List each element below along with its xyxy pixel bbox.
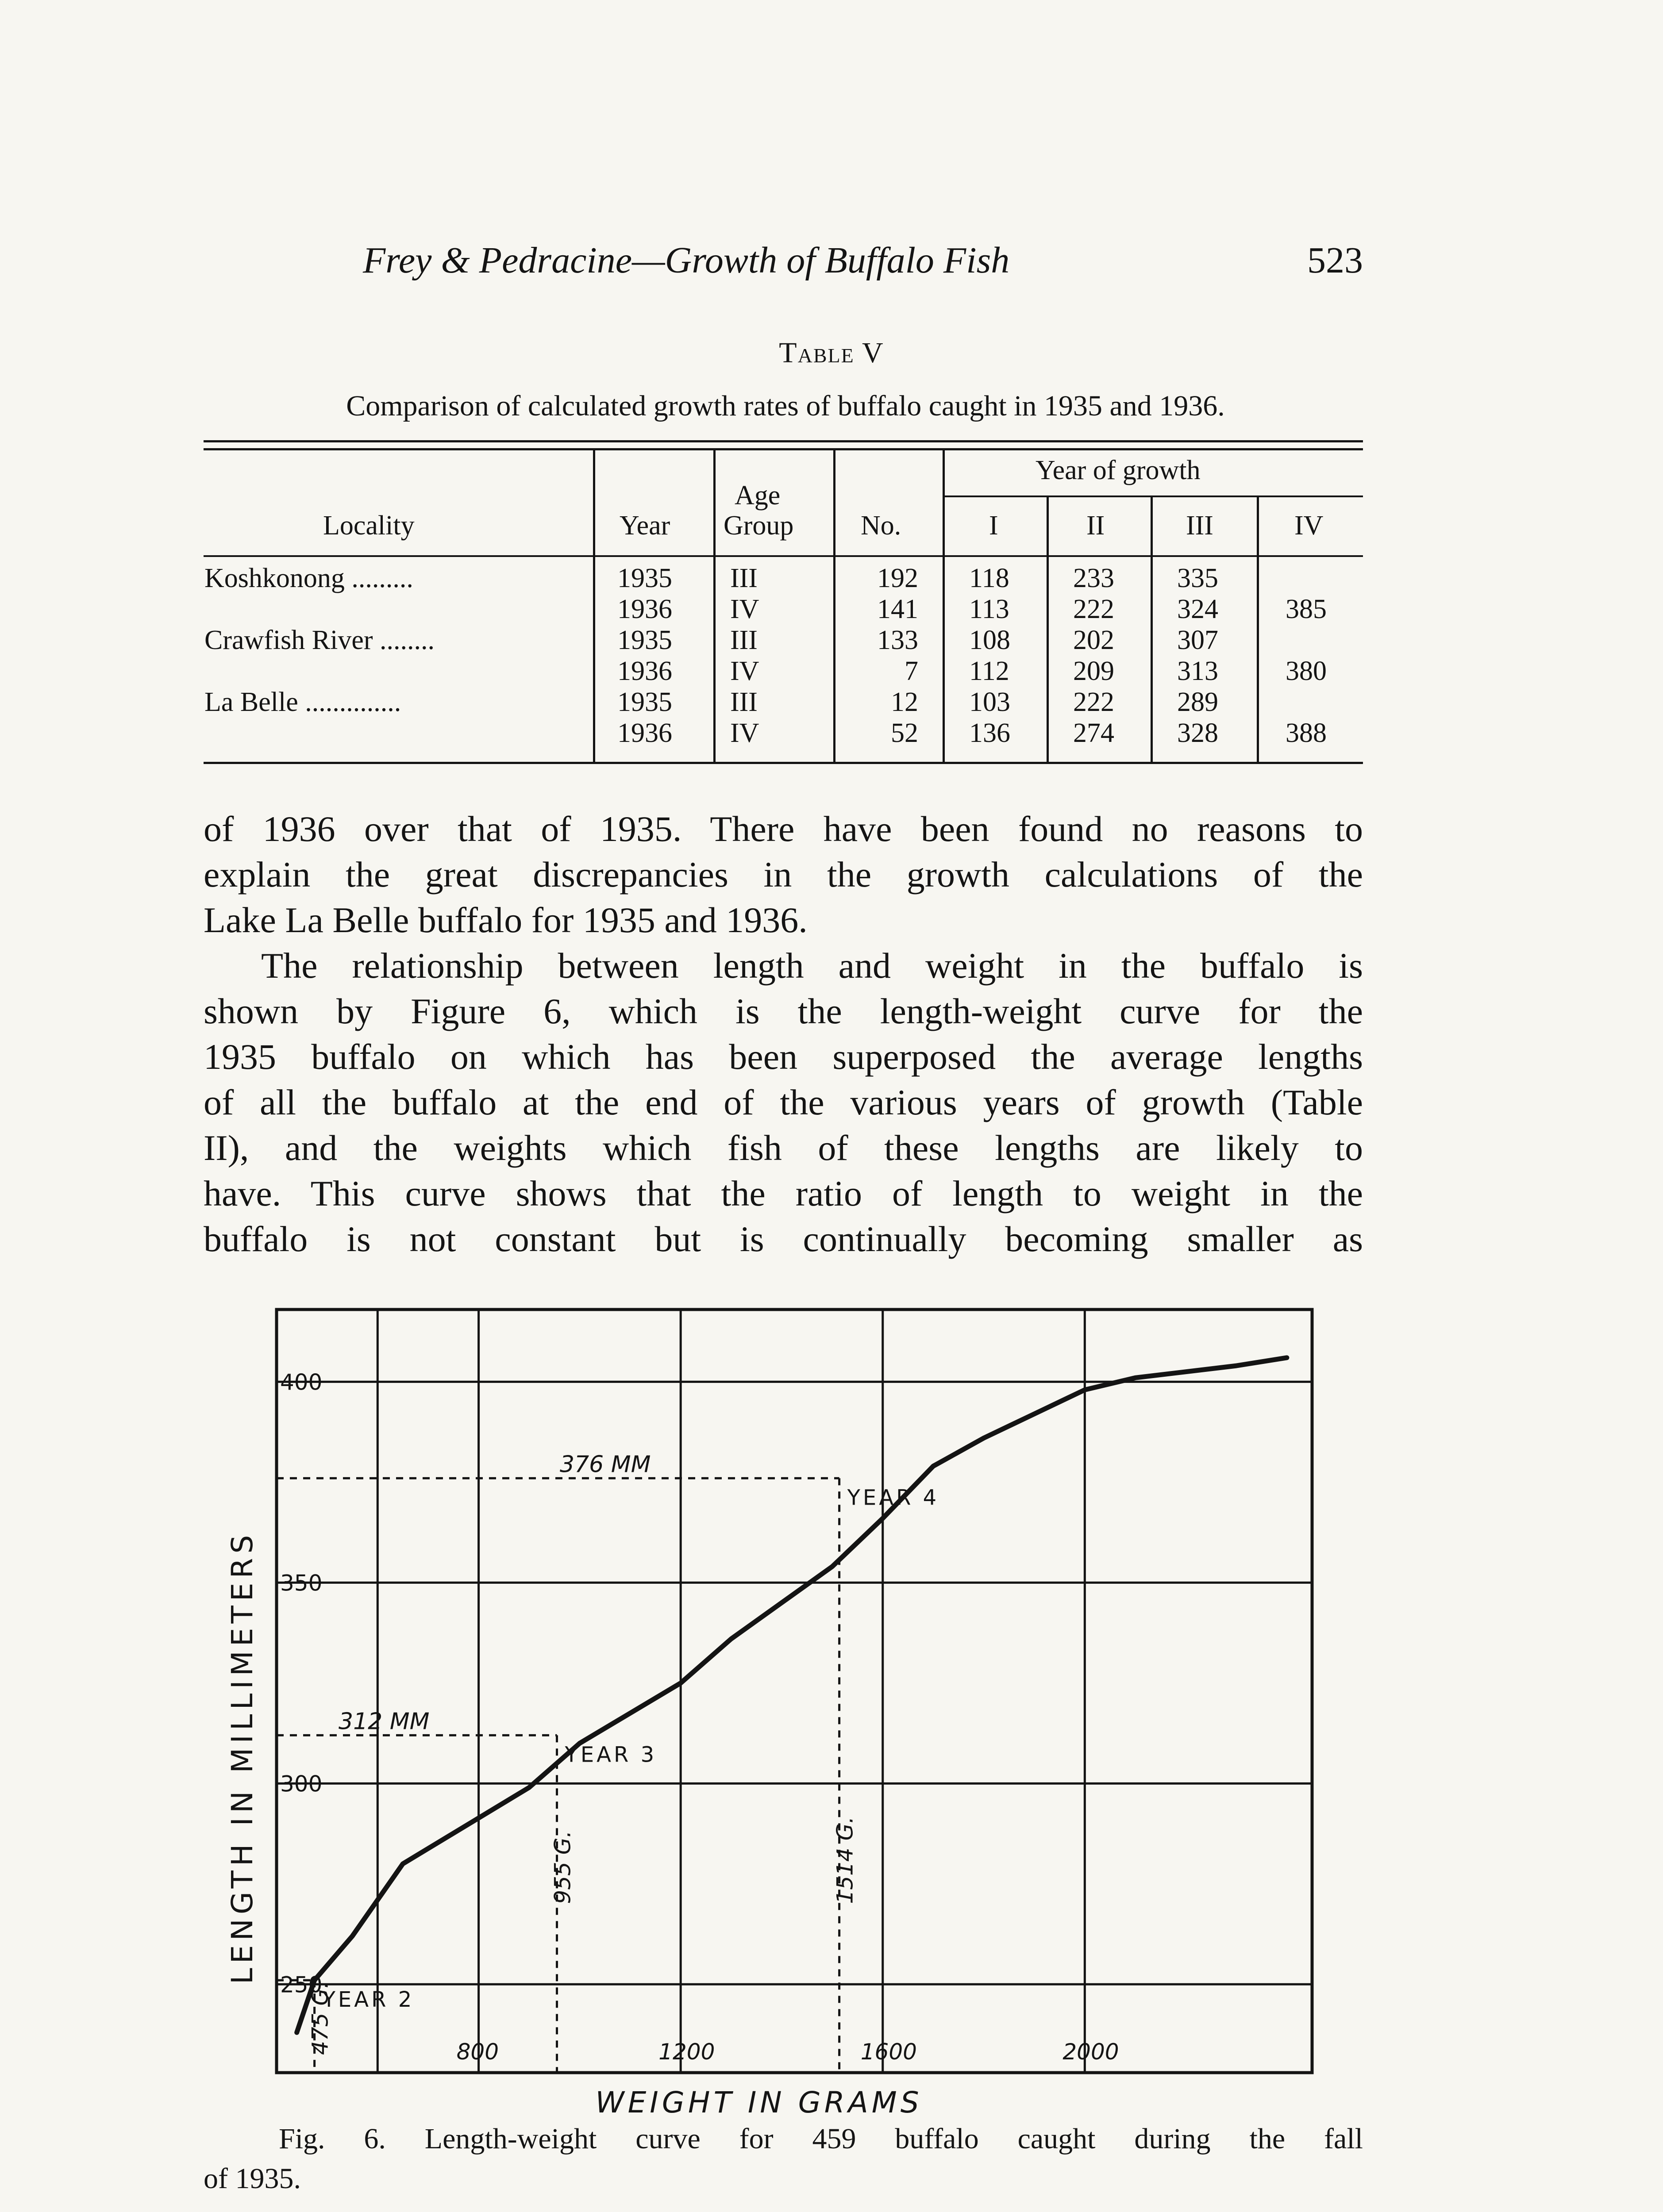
header-locality: Locality xyxy=(323,511,415,541)
annotation-weight-label: 1514 G. xyxy=(832,1816,858,1904)
text-line: of all the buffalo at the end of the various years of growth (Table xyxy=(204,1082,1363,1122)
y-tick-label: 300 xyxy=(280,1771,323,1797)
curve-point xyxy=(678,1681,683,1685)
header-no: No. xyxy=(861,511,901,541)
table-title-text: Table V xyxy=(779,337,884,369)
y-tick-label: 400 xyxy=(280,1369,323,1395)
growth-cell: 307 xyxy=(1177,625,1218,655)
text-line: 1935 buffalo on which has been superposed the average lengths xyxy=(204,1037,1363,1077)
growth-cell: 335 xyxy=(1177,563,1218,593)
year-cell: 1935 xyxy=(617,625,672,655)
text-line: explain the great discrepancies in the growth calculations of the xyxy=(204,854,1363,895)
table-caption: Comparison of calculated growth rates of buffalo caught in 1935 and 1936. xyxy=(346,390,1225,422)
curve-point xyxy=(830,1564,835,1569)
growth-cell: 118 xyxy=(969,563,1009,593)
x-tick-label: 1200 xyxy=(658,2039,715,2065)
growth-cell: 222 xyxy=(1073,687,1114,717)
text-line: have. This curve shows that the ratio of length to weight in the xyxy=(204,1173,1363,1214)
growth-cell: 136 xyxy=(969,718,1010,748)
growth-cell: 380 xyxy=(1286,656,1327,686)
growth-cell: 274 xyxy=(1073,718,1114,748)
text-line: The relationship between length and weight in the buffalo is xyxy=(261,945,1363,986)
growth-cell: 202 xyxy=(1073,625,1114,655)
curve-point xyxy=(931,1464,935,1468)
curve-point xyxy=(1234,1363,1239,1368)
curve-point xyxy=(1032,1412,1036,1416)
count-cell: 12 xyxy=(891,687,918,717)
annotation-year-label: YEAR 3 xyxy=(565,1742,657,1767)
plot-frame xyxy=(277,1310,1312,2073)
curve-point xyxy=(400,1862,405,1866)
x-tick-label: 1600 xyxy=(860,2039,917,2065)
y-tick-label: 250 xyxy=(280,1972,323,1998)
age-cell: IV xyxy=(730,594,759,624)
figure-caption-line: of 1935. xyxy=(204,2162,301,2195)
curve-point xyxy=(1133,1375,1137,1380)
annotation-length-label: 376 MM xyxy=(560,1451,651,1478)
growth-cell: 385 xyxy=(1286,594,1327,624)
locality-cell: Crawfish River ........ xyxy=(204,625,435,655)
header-year-of-growth: Year of growth xyxy=(1036,455,1201,485)
y-axis-title: LENGTH IN MILLIMETERS xyxy=(225,1530,259,1985)
growth-cell: 289 xyxy=(1177,687,1218,717)
count-cell: 7 xyxy=(905,656,918,686)
year-cell: 1935 xyxy=(617,563,672,593)
text-line: shown by Figure 6, which is the length-weight curve for the xyxy=(204,991,1363,1031)
annotation-year-label: YEAR 2 xyxy=(322,1987,415,2012)
length-weight-curve xyxy=(297,1358,1287,2032)
annotation-year-label: YEAR 4 xyxy=(847,1485,939,1510)
text-line: Lake La Belle buffalo for 1935 and 1936. xyxy=(204,900,808,940)
age-cell: III xyxy=(730,563,758,593)
running-title: Frey & Pedracine—Growth of Buffalo Fish xyxy=(363,240,1010,281)
count-cell: 52 xyxy=(891,718,918,748)
header-growth-4: IV xyxy=(1294,511,1324,541)
y-tick-label: 350 xyxy=(280,1570,323,1596)
growth-cell: 313 xyxy=(1177,656,1218,686)
curve-point xyxy=(982,1436,986,1440)
year-cell: 1936 xyxy=(617,656,672,686)
growth-cell: 328 xyxy=(1177,718,1218,748)
year-cell: 1935 xyxy=(617,687,672,717)
growth-cell: 388 xyxy=(1286,718,1327,748)
curve-point xyxy=(350,1934,354,1938)
growth-cell: 112 xyxy=(969,656,1009,686)
text-line: II), and the weights which fish of these lengths are likely to xyxy=(204,1128,1363,1168)
x-axis-title: WEIGHT IN GRAMS xyxy=(595,2085,923,2120)
growth-cell: 113 xyxy=(969,594,1009,624)
locality-cell: La Belle .............. xyxy=(204,687,401,717)
header-age-line1: Age xyxy=(735,480,781,511)
text-line: buffalo is not constant but is continually becoming smaller as xyxy=(204,1219,1363,1259)
growth-cell: 209 xyxy=(1073,656,1114,686)
curve-point xyxy=(729,1636,733,1641)
annotation-weight-label: 475 G. xyxy=(307,1982,333,2055)
year-cell: 1936 xyxy=(617,718,672,748)
header-age-line2: Group xyxy=(724,511,794,541)
age-cell: IV xyxy=(730,656,759,686)
growth-cell: 324 xyxy=(1177,594,1218,624)
age-cell: III xyxy=(730,687,758,717)
header-growth-3: III xyxy=(1186,511,1213,541)
age-cell: III xyxy=(730,625,758,655)
header-year: Year xyxy=(620,511,670,541)
count-cell: 141 xyxy=(877,594,918,624)
curve-point xyxy=(1082,1388,1087,1392)
x-tick-label: 2000 xyxy=(1062,2039,1119,2065)
curve-point xyxy=(1285,1356,1289,1360)
curve-point xyxy=(527,1785,531,1790)
annotation-weight-label: 955 G. xyxy=(550,1830,576,1904)
age-cell: IV xyxy=(730,718,759,748)
page-number: 523 xyxy=(1307,240,1363,281)
year-cell: 1936 xyxy=(617,594,672,624)
text-line: of 1936 over that of 1935. There have been found no reasons to xyxy=(204,809,1363,849)
growth-cell: 103 xyxy=(969,687,1010,717)
curve-point xyxy=(881,1516,885,1521)
count-cell: 192 xyxy=(877,563,918,593)
growth-cell: 108 xyxy=(969,625,1010,655)
annotation-length-label: 312 MM xyxy=(339,1708,430,1735)
growth-cell: 222 xyxy=(1073,594,1114,624)
count-cell: 133 xyxy=(877,625,918,655)
figure-caption xyxy=(204,2119,1363,2199)
growth-cell: 233 xyxy=(1073,563,1114,593)
curve-point xyxy=(295,2030,299,2035)
header-growth-1: I xyxy=(989,511,998,541)
locality-cell: Koshkonong ......... xyxy=(204,563,413,593)
header-growth-2: II xyxy=(1086,511,1105,541)
x-tick-label: 800 xyxy=(456,2039,499,2065)
figure-caption-line: Fig. 6. Length-weight curve for 459 buffalo caught during the fall xyxy=(279,2123,1363,2155)
